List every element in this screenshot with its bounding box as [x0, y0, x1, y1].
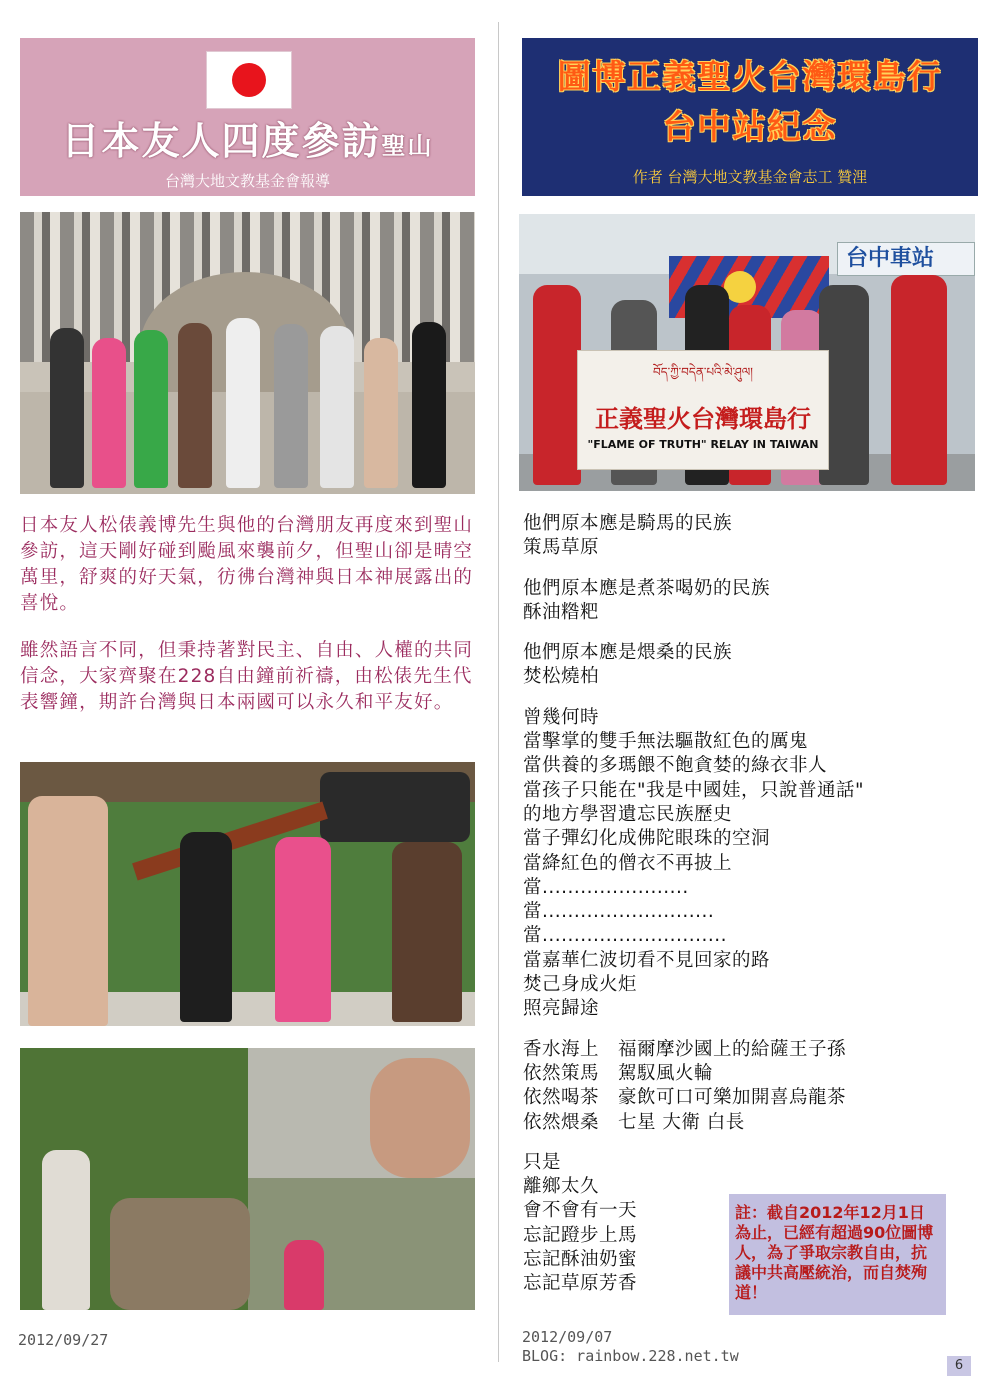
- poem-line: 當.............................: [523, 925, 728, 947]
- poem-line: 焚松燒柏: [523, 666, 600, 688]
- right-title-line1: 圖博正義聖火台灣環島行: [557, 57, 943, 96]
- poem-line: 他們原本應是煨桑的民族: [523, 642, 733, 664]
- poem-line: 香水海上 福爾摩沙國上的給薩王子孫: [523, 1038, 847, 1060]
- poem-line: 曾幾何時: [523, 706, 600, 728]
- poem-line: [523, 625, 983, 641]
- note-box: 註：截自2012年12月1日為止，已經有超過90位圖博人，為了爭取宗教自由，抗議中共高壓統治，而自焚殉道！: [729, 1194, 946, 1315]
- blog-url: BLOG: rainbow.228.net.tw: [522, 1347, 739, 1365]
- poem-line: 忘記草原芳香: [523, 1273, 638, 1295]
- poem-line: 當嘉華仁波切看不見回家的路: [523, 949, 771, 971]
- poem: [523, 512, 983, 1297]
- banner-english-text: "FLAME OF TRUTH" RELAY IN TAIWAN: [587, 438, 819, 451]
- relay-banner: [577, 350, 829, 470]
- right-date: 2012/09/07: [522, 1328, 613, 1346]
- poem-line: [523, 690, 983, 706]
- page-number: 6: [947, 1356, 971, 1376]
- poem-line: 策馬草原: [523, 537, 600, 559]
- left-date: 2012/09/27: [18, 1331, 109, 1349]
- poem-line: [523, 561, 983, 577]
- poem-line: 當供養的多瑪餵不飽貪婪的綠衣非人: [523, 755, 828, 777]
- left-paragraph-1: 日本友人松俵義博先生與他的台灣朋友再度來到聖山參訪，這天剛好碰到颱風來襲前夕，但聖山卻是晴空萬里，舒爽的好天氣，彷彿台灣神與日本神展露出的喜悅。: [20, 515, 474, 614]
- poem-line: 他們原本應是煮茶喝奶的民族: [523, 577, 771, 599]
- left-subtitle: 台灣大地文教基金會報導: [164, 172, 330, 190]
- poem-line: 會不會有一天: [523, 1200, 638, 1222]
- left-header: [20, 38, 475, 196]
- poem-line: 的地方學習遺忘民族歷史: [523, 803, 733, 825]
- right-title-line2: 台中站紀念: [662, 107, 838, 146]
- poem-line: 酥油糌粑: [523, 601, 600, 623]
- poem-line: 當絳紅色的僧衣不再披上: [523, 852, 733, 874]
- poem-line: 只是: [523, 1151, 562, 1173]
- right-title: [522, 52, 978, 152]
- group-photo-monument: [20, 212, 475, 494]
- poem-line: 當擊掌的雙手無法驅散紅色的厲鬼: [523, 731, 809, 753]
- left-paragraph-2: 雖然語言不同，但秉持著對民主、自由、人權的共同信念，大家齊聚在228自由鐘前祈禱，由松俵先生代表響鐘，期許台灣與日本兩國可以永久和平友好。: [20, 640, 474, 713]
- poem-line: [523, 1135, 983, 1151]
- poem-line: 當...........................: [523, 901, 715, 923]
- banner-chinese-text: 正義聖火台灣環島行: [595, 405, 811, 433]
- poem-line: 當孩子只能在"我是中國娃，只說普通話": [523, 779, 865, 801]
- right-header: [522, 38, 978, 196]
- poem-line: 忘記蹬步上馬: [523, 1224, 638, 1246]
- poem-line: 當.......................: [523, 876, 689, 898]
- poem-line: 照亮歸途: [523, 998, 600, 1020]
- poem-line: 他們原本應是騎馬的民族: [523, 513, 733, 534]
- poem-line: 當子彈幻化成佛陀眼珠的空洞: [523, 828, 771, 850]
- relay-photo-taichung-station: [519, 214, 975, 491]
- poem-line: 依然喝茶 豪飲可口可樂加開喜烏龍茶: [523, 1087, 847, 1109]
- station-sign: 台中車站: [837, 242, 975, 276]
- bell-ringing-photo: [20, 762, 475, 1026]
- poem-line: 依然策馬 駕馭風火輪: [523, 1062, 714, 1084]
- right-subtitle: 作者 台灣大地文教基金會志工 贊浬: [632, 168, 868, 186]
- japan-flag-icon: [206, 51, 292, 109]
- poem-line: 離鄉太久: [523, 1176, 600, 1198]
- banner-tibetan-text: བོད་ཀྱི་བདེན་པའི་མེ་ཤུལ།: [653, 365, 753, 379]
- poem-line: 焚己身成火炬: [523, 974, 638, 996]
- column-divider: [498, 22, 499, 1362]
- poem-line: 依然煨桑 七星 大衛 白長: [523, 1111, 745, 1133]
- left-title: 日本友人四度參訪聖山: [61, 119, 434, 163]
- visit-collage-photo: [20, 1048, 475, 1310]
- left-title-tail: 聖山: [381, 132, 434, 160]
- poem-line: [523, 1022, 983, 1038]
- poem-line: 忘記酥油奶蜜: [523, 1249, 638, 1271]
